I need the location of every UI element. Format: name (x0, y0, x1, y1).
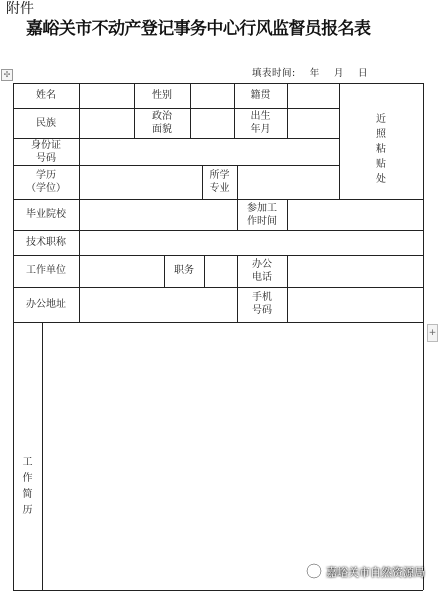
major-field[interactable] (238, 166, 339, 199)
political-status-field[interactable] (191, 109, 234, 138)
political-status-label: 政治 面貌 (152, 111, 172, 135)
id-number-label: 身份证 号码 (31, 140, 61, 164)
watermark-text: 嘉峪关市自然资源局 (326, 566, 425, 579)
name-label: 姓名 (36, 90, 56, 101)
page-title: 嘉峪关市不动产登记事务中心行风监督员报名表 (26, 19, 371, 39)
move-handle-icon[interactable]: ✣ (1, 69, 13, 81)
work-start-label: 参加工 作时间 (247, 203, 277, 227)
work-start-field[interactable] (288, 200, 423, 230)
graduate-school-label: 毕业院校 (26, 209, 66, 220)
photo-label: 近 照 粘 贴 处 (376, 114, 386, 185)
id-number-field[interactable] (80, 139, 339, 165)
position-field[interactable] (205, 256, 237, 287)
birth-date-field[interactable] (288, 109, 339, 138)
education-field[interactable] (80, 166, 202, 199)
office-address-label: 办公地址 (26, 299, 66, 310)
ethnicity-label: 民族 (36, 118, 56, 129)
wechat-official-icon (306, 563, 322, 579)
office-address-field[interactable] (80, 288, 237, 322)
resume-label: 工 作 简 历 (22, 457, 33, 516)
tech-title-label: 技术职称 (26, 237, 66, 248)
work-unit-label: 工作单位 (26, 265, 66, 276)
side-panel-tab[interactable]: + (427, 324, 438, 342)
attachment-label: 附件 (6, 1, 34, 17)
office-phone-label: 办公 电话 (252, 259, 272, 283)
education-label: 学历 （学位） (26, 170, 66, 194)
major-label: 所学 专业 (209, 170, 230, 194)
mobile-label: 手机 号码 (252, 292, 272, 316)
birth-date-label: 出生 年月 (250, 111, 271, 135)
tech-title-field[interactable] (80, 231, 423, 255)
hometown-field[interactable] (288, 84, 339, 108)
resume-field[interactable] (43, 323, 423, 589)
fill-date: 填表时间: 年 月 日 (252, 68, 368, 79)
work-unit-field[interactable] (80, 256, 164, 287)
gender-label: 性别 (152, 90, 172, 101)
mobile-field[interactable] (288, 288, 423, 322)
name-field[interactable] (80, 84, 134, 108)
graduate-school-field[interactable] (80, 200, 237, 230)
position-label: 职务 (174, 265, 194, 276)
ethnicity-field[interactable] (80, 109, 134, 138)
gender-field[interactable] (191, 84, 234, 108)
office-phone-field[interactable] (288, 256, 423, 287)
hometown-label: 籍贯 (250, 90, 271, 101)
